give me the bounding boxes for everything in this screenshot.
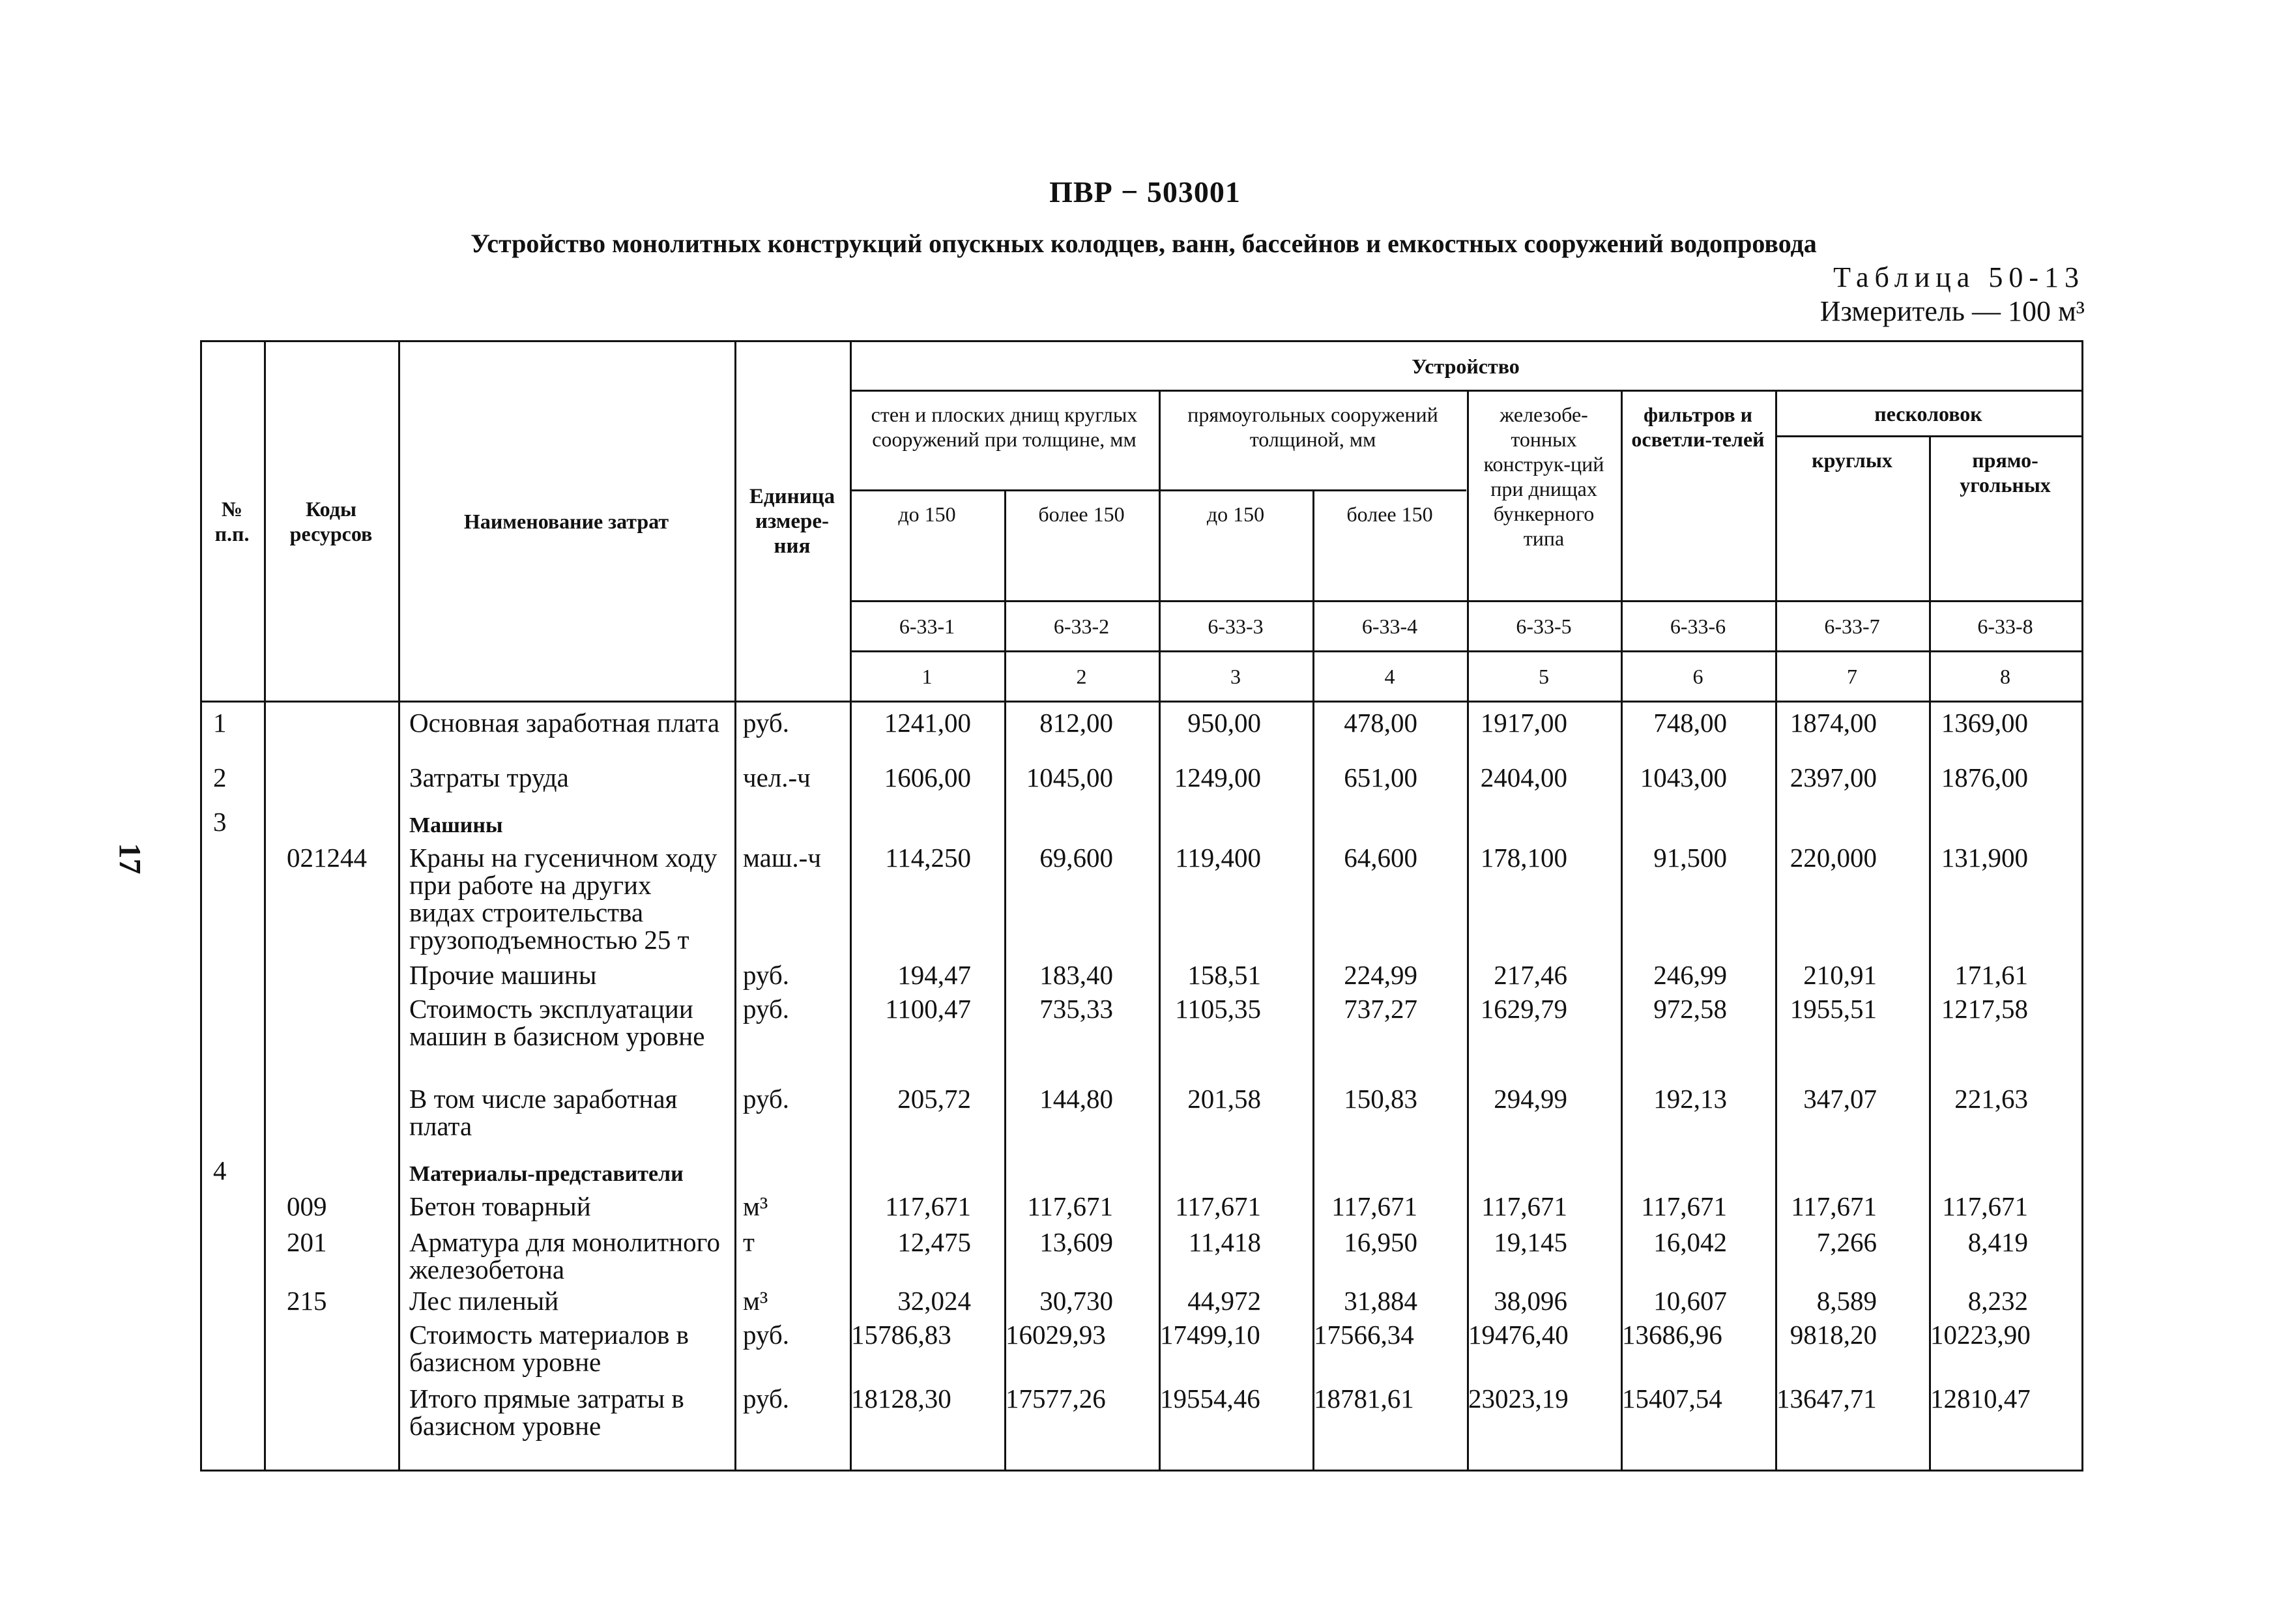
unit-cell: руб. <box>743 1320 790 1350</box>
value-cell: 19,145 <box>1494 1227 1567 1257</box>
value-cell: 10,607 <box>1653 1286 1727 1316</box>
page-number: 17 <box>112 843 147 875</box>
value-cell: 1043,00 <box>1640 762 1727 792</box>
value-cell: 183,40 <box>1039 960 1113 990</box>
unit-cell: чел.-ч <box>743 762 811 792</box>
value-cell: 16,042 <box>1653 1227 1727 1257</box>
value-cell: 117,671 <box>1331 1191 1417 1221</box>
value-cell: 1917,00 <box>1480 708 1567 738</box>
value-cell: 150,83 <box>1344 1084 1417 1114</box>
header-code: 6-33-5 <box>1516 615 1572 638</box>
value-cell: 735,33 <box>1039 994 1113 1024</box>
value-cell: 13686,96 <box>1622 1320 1722 1350</box>
measure-unit: Измеритель — 100 м³ <box>1819 295 2085 327</box>
value-cell: 13,609 <box>1039 1227 1113 1257</box>
cost-name: Лес пиленый <box>409 1286 559 1316</box>
header-colnum: 3 <box>1230 665 1241 688</box>
value-cell: 1629,79 <box>1480 994 1567 1024</box>
header-gt150-b: более 150 <box>1346 502 1433 526</box>
value-cell: 44,972 <box>1187 1286 1261 1316</box>
row-number: 2 <box>213 762 227 792</box>
cost-name: Итого прямые затраты в базисном уровне <box>409 1384 684 1441</box>
table-label: Таблица 50-13 <box>1833 261 2085 293</box>
value-cell: 91,500 <box>1653 843 1727 873</box>
header-colnum: 8 <box>2000 665 2010 688</box>
cost-name: Арматура для монолитного железобетона <box>409 1227 720 1284</box>
value-cell: 2397,00 <box>1790 762 1877 792</box>
value-cell: 1105,35 <box>1175 994 1261 1024</box>
header-group-walls: стен и плоских днищ круглых сооружений при толщине, мм <box>871 403 1138 451</box>
unit-cell: руб. <box>743 1084 790 1114</box>
unit-cell: руб. <box>743 994 790 1024</box>
row-number: 3 <box>213 807 227 837</box>
resource-code: 215 <box>287 1286 327 1316</box>
value-cell: 1955,51 <box>1790 994 1877 1024</box>
header-codes: Коды ресурсов <box>289 497 373 545</box>
value-cell: 178,100 <box>1480 843 1567 873</box>
value-cell: 119,400 <box>1175 843 1261 873</box>
unit-cell: м³ <box>743 1286 768 1316</box>
cost-name: Основная заработная плата <box>409 708 720 738</box>
resource-code: 021244 <box>287 843 367 873</box>
section-heading: Машины <box>409 813 503 837</box>
header-colnum: 2 <box>1076 665 1087 688</box>
value-cell: 171,61 <box>1954 960 2028 990</box>
unit-cell: руб. <box>743 1384 790 1414</box>
cost-name: Краны на гусеничном ходу при работе на других видах строительства грузоподъемностью 25 т <box>409 843 717 955</box>
value-cell: 17577,26 <box>1006 1384 1106 1414</box>
cost-name: Бетон товарный <box>409 1191 591 1221</box>
value-cell: 117,671 <box>1175 1191 1261 1221</box>
value-cell: 23023,19 <box>1468 1384 1569 1414</box>
header-code: 6-33-3 <box>1208 615 1264 638</box>
value-cell: 38,096 <box>1494 1286 1567 1316</box>
header-sub-round: круглых <box>1812 448 1892 472</box>
header-colnum: 1 <box>921 665 933 688</box>
value-cell: 12,475 <box>897 1227 971 1257</box>
value-cell: 17499,10 <box>1160 1320 1260 1350</box>
cost-name: Затраты труда <box>409 762 569 792</box>
header-sub-rect: прямо-угольных <box>1960 448 2051 497</box>
value-cell: 478,00 <box>1344 708 1417 738</box>
value-cell: 1249,00 <box>1174 762 1261 792</box>
header-ferro: железобе-тонных конструк-ций при днищах бункерного типа <box>1483 403 1604 550</box>
value-cell: 117,671 <box>885 1191 971 1221</box>
value-cell: 30,730 <box>1039 1286 1113 1316</box>
value-cell: 9818,20 <box>1790 1320 1877 1350</box>
value-cell: 117,671 <box>1942 1191 2028 1221</box>
value-cell: 8,589 <box>1816 1286 1877 1316</box>
header-group-ustroystvo: Устройство <box>1412 354 1520 378</box>
value-cell: 347,07 <box>1803 1084 1877 1114</box>
unit-cell: маш.-ч <box>743 843 821 873</box>
header-lt150-a: до 150 <box>898 502 956 526</box>
unit-cell: м³ <box>743 1191 768 1221</box>
value-cell: 16029,93 <box>1006 1320 1106 1350</box>
value-cell: 221,63 <box>1954 1084 2028 1114</box>
value-cell: 117,671 <box>1641 1191 1727 1221</box>
cost-name: Стоимость эксплуатации машин в базисном уровне <box>409 994 705 1051</box>
value-cell: 7,266 <box>1816 1227 1877 1257</box>
value-cell: 11,418 <box>1188 1227 1261 1257</box>
header-gt150-a: более 150 <box>1038 502 1125 526</box>
header-colnum: 5 <box>1539 665 1549 688</box>
value-cell: 8,419 <box>1967 1227 2028 1257</box>
value-cell: 205,72 <box>897 1084 971 1114</box>
value-cell: 192,13 <box>1653 1084 1727 1114</box>
value-cell: 17566,34 <box>1314 1320 1414 1350</box>
resource-code: 009 <box>287 1191 327 1221</box>
value-cell: 210,91 <box>1803 960 1877 990</box>
unit-cell: руб. <box>743 960 790 990</box>
value-cell: 748,00 <box>1653 708 1727 738</box>
value-cell: 19476,40 <box>1468 1320 1569 1350</box>
value-cell: 15786,83 <box>851 1320 951 1350</box>
value-cell: 220,000 <box>1790 843 1877 873</box>
value-cell: 1241,00 <box>884 708 971 738</box>
document-code: ПВР − 503001 <box>1049 175 1241 209</box>
header-code: 6-33-1 <box>899 615 955 638</box>
value-cell: 31,884 <box>1344 1286 1417 1316</box>
header-lt150-b: до 150 <box>1206 502 1265 526</box>
row-number: 4 <box>213 1155 227 1185</box>
value-cell: 12810,47 <box>1930 1384 2031 1414</box>
value-cell: 69,600 <box>1039 843 1113 873</box>
value-cell: 1876,00 <box>1941 762 2028 792</box>
header-name: Наименование затрат <box>463 510 669 533</box>
value-cell: 1045,00 <box>1026 762 1113 792</box>
value-cell: 117,671 <box>1791 1191 1877 1221</box>
value-cell: 224,99 <box>1344 960 1417 990</box>
value-cell: 737,27 <box>1344 994 1417 1024</box>
value-cell: 158,51 <box>1187 960 1261 990</box>
value-cell: 10223,90 <box>1930 1320 2031 1350</box>
header-code: 6-33-8 <box>1977 615 2033 638</box>
header-no: № п.п. <box>214 497 250 545</box>
value-cell: 294,99 <box>1494 1084 1567 1114</box>
header-group-rect: прямоугольных сооружений толщиной, мм <box>1187 403 1438 451</box>
row-number: 1 <box>213 708 227 738</box>
header-code: 6-33-7 <box>1824 615 1880 638</box>
cost-name: Стоимость материалов в базисном уровне <box>409 1320 689 1377</box>
header-group-sand: песколовок <box>1874 401 1982 426</box>
value-cell: 1369,00 <box>1941 708 2028 738</box>
value-cell: 194,47 <box>897 960 971 990</box>
header-code: 6-33-4 <box>1361 615 1418 638</box>
value-cell: 1217,58 <box>1941 994 2028 1024</box>
value-cell: 8,232 <box>1967 1286 2028 1316</box>
value-cell: 972,58 <box>1653 994 1727 1024</box>
value-cell: 1874,00 <box>1790 708 1877 738</box>
value-cell: 114,250 <box>885 843 971 873</box>
header-filters: фильтров и осветли-телей <box>1631 403 1765 451</box>
document-heading: Устройство монолитных конструкций опускных колодцев, ванн, бассейнов и емкостных сооружений водопровода <box>471 229 1817 258</box>
value-cell: 13647,71 <box>1776 1384 1877 1414</box>
value-cell: 651,00 <box>1344 762 1417 792</box>
header-colnum: 7 <box>1847 665 1857 688</box>
resource-code: 201 <box>287 1227 327 1257</box>
unit-cell: руб. <box>743 708 790 738</box>
header-unit: Единица измере-ния <box>749 485 835 558</box>
value-cell: 32,024 <box>897 1286 971 1316</box>
value-cell: 64,600 <box>1344 843 1417 873</box>
value-cell: 246,99 <box>1653 960 1727 990</box>
value-cell: 117,671 <box>1027 1191 1113 1221</box>
cost-name: В том числе заработная плата <box>409 1084 678 1141</box>
cost-name: Прочие машины <box>409 960 597 990</box>
value-cell: 1100,47 <box>885 994 971 1024</box>
value-cell: 812,00 <box>1039 708 1113 738</box>
value-cell: 2404,00 <box>1480 762 1567 792</box>
value-cell: 18781,61 <box>1314 1384 1414 1414</box>
value-cell: 201,58 <box>1187 1084 1261 1114</box>
section-heading: Материалы-представители <box>409 1162 684 1186</box>
value-cell: 144,80 <box>1039 1084 1113 1114</box>
header-colnum: 4 <box>1384 665 1395 688</box>
header-code: 6-33-6 <box>1670 615 1726 638</box>
value-cell: 131,900 <box>1941 843 2028 873</box>
header-colnum: 6 <box>1692 665 1703 688</box>
value-cell: 1606,00 <box>884 762 971 792</box>
value-cell: 16,950 <box>1344 1227 1417 1257</box>
value-cell: 18128,30 <box>851 1384 951 1414</box>
unit-cell: т <box>743 1227 755 1257</box>
value-cell: 217,46 <box>1494 960 1567 990</box>
header-code: 6-33-2 <box>1053 615 1110 638</box>
value-cell: 950,00 <box>1187 708 1261 738</box>
value-cell: 19554,46 <box>1160 1384 1260 1414</box>
value-cell: 15407,54 <box>1622 1384 1722 1414</box>
value-cell: 117,671 <box>1481 1191 1567 1221</box>
